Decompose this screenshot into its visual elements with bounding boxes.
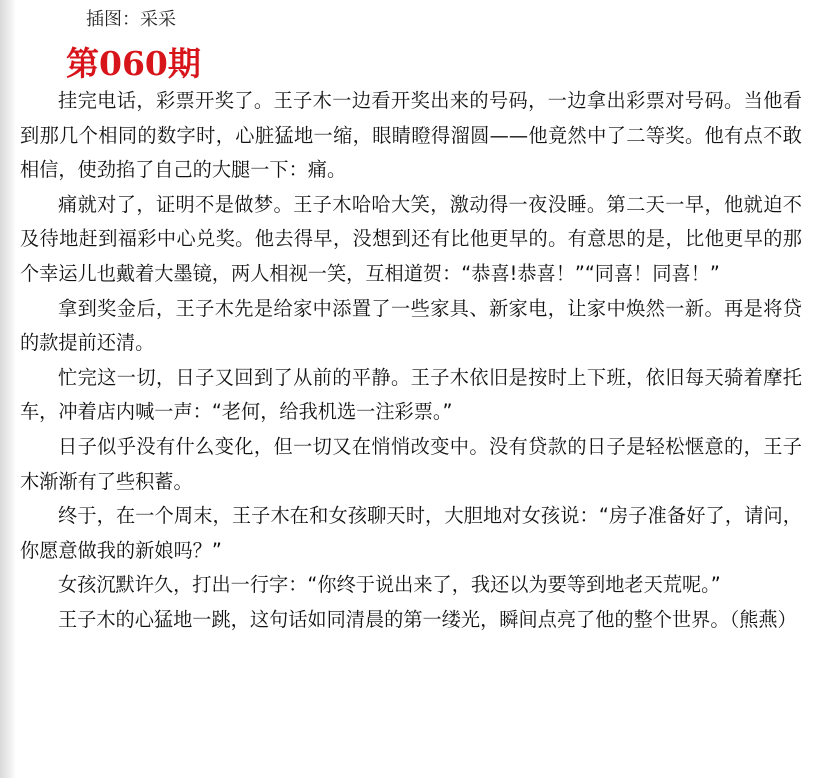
- paragraph: 王子木的心猛地一跳，这句话如同清晨的第一缕光，瞬间点亮了他的整个世界。（熊燕）: [58, 607, 797, 631]
- illustration-credit: 插图：采采: [86, 9, 176, 30]
- paragraph: 挂完电话，彩票开奖了。王子木一边看开奖出来的号码，一边拿出彩票对号码。当他看到那几个相同的数字时，心脏猛地一缩，眼睛瞪得溜圆——他竟然中了二等奖。他有点不敢相信，使劲掐了自己的大腿一下：痛。: [20, 89, 802, 182]
- paragraph: 拿到奖金后，王子木先是给家中添置了一些家具、新家电，让家中焕然一新。再是将贷的款提前还清。: [20, 296, 802, 355]
- paragraph: 终于，在一个周末，王子木在和女孩聊天时，大胆地对女孩说：“房子准备好了，请问，你愿意做我的新娘吗？”: [20, 504, 802, 562]
- story-body: [20, 84, 802, 638]
- paragraph: 女孩沉默许久，打出一行字：“你终于说出来了，我还以为要等到地老天荒呢。”: [58, 573, 721, 597]
- issue-title: 第060期: [66, 44, 201, 83]
- paragraph: 痛就对了，证明不是做梦。王子木哈哈大笑，激动得一夜没睡。第二天一早，他就迫不及待地赶到福彩中心兑奖。他去得早，没想到还有比他更早的。有意思的是，比他更早的那个幸运儿也戴着大墨镜，两人相视一笑，互相道贺：“恭喜!恭喜！”“同喜！同喜！”: [20, 192, 802, 285]
- paragraph: 日子似乎没有什么变化，但一切又在悄悄改变中。没有贷款的日子是轻松惬意的，王子木渐渐有了些积蓄。: [20, 434, 802, 493]
- paragraph: 忙完这一切，日子又回到了从前的平静。王子木依旧是按时上下班，依旧每天骑着摩托车，冲着店内喊一声：“老何，给我机选一注彩票。”: [20, 365, 802, 424]
